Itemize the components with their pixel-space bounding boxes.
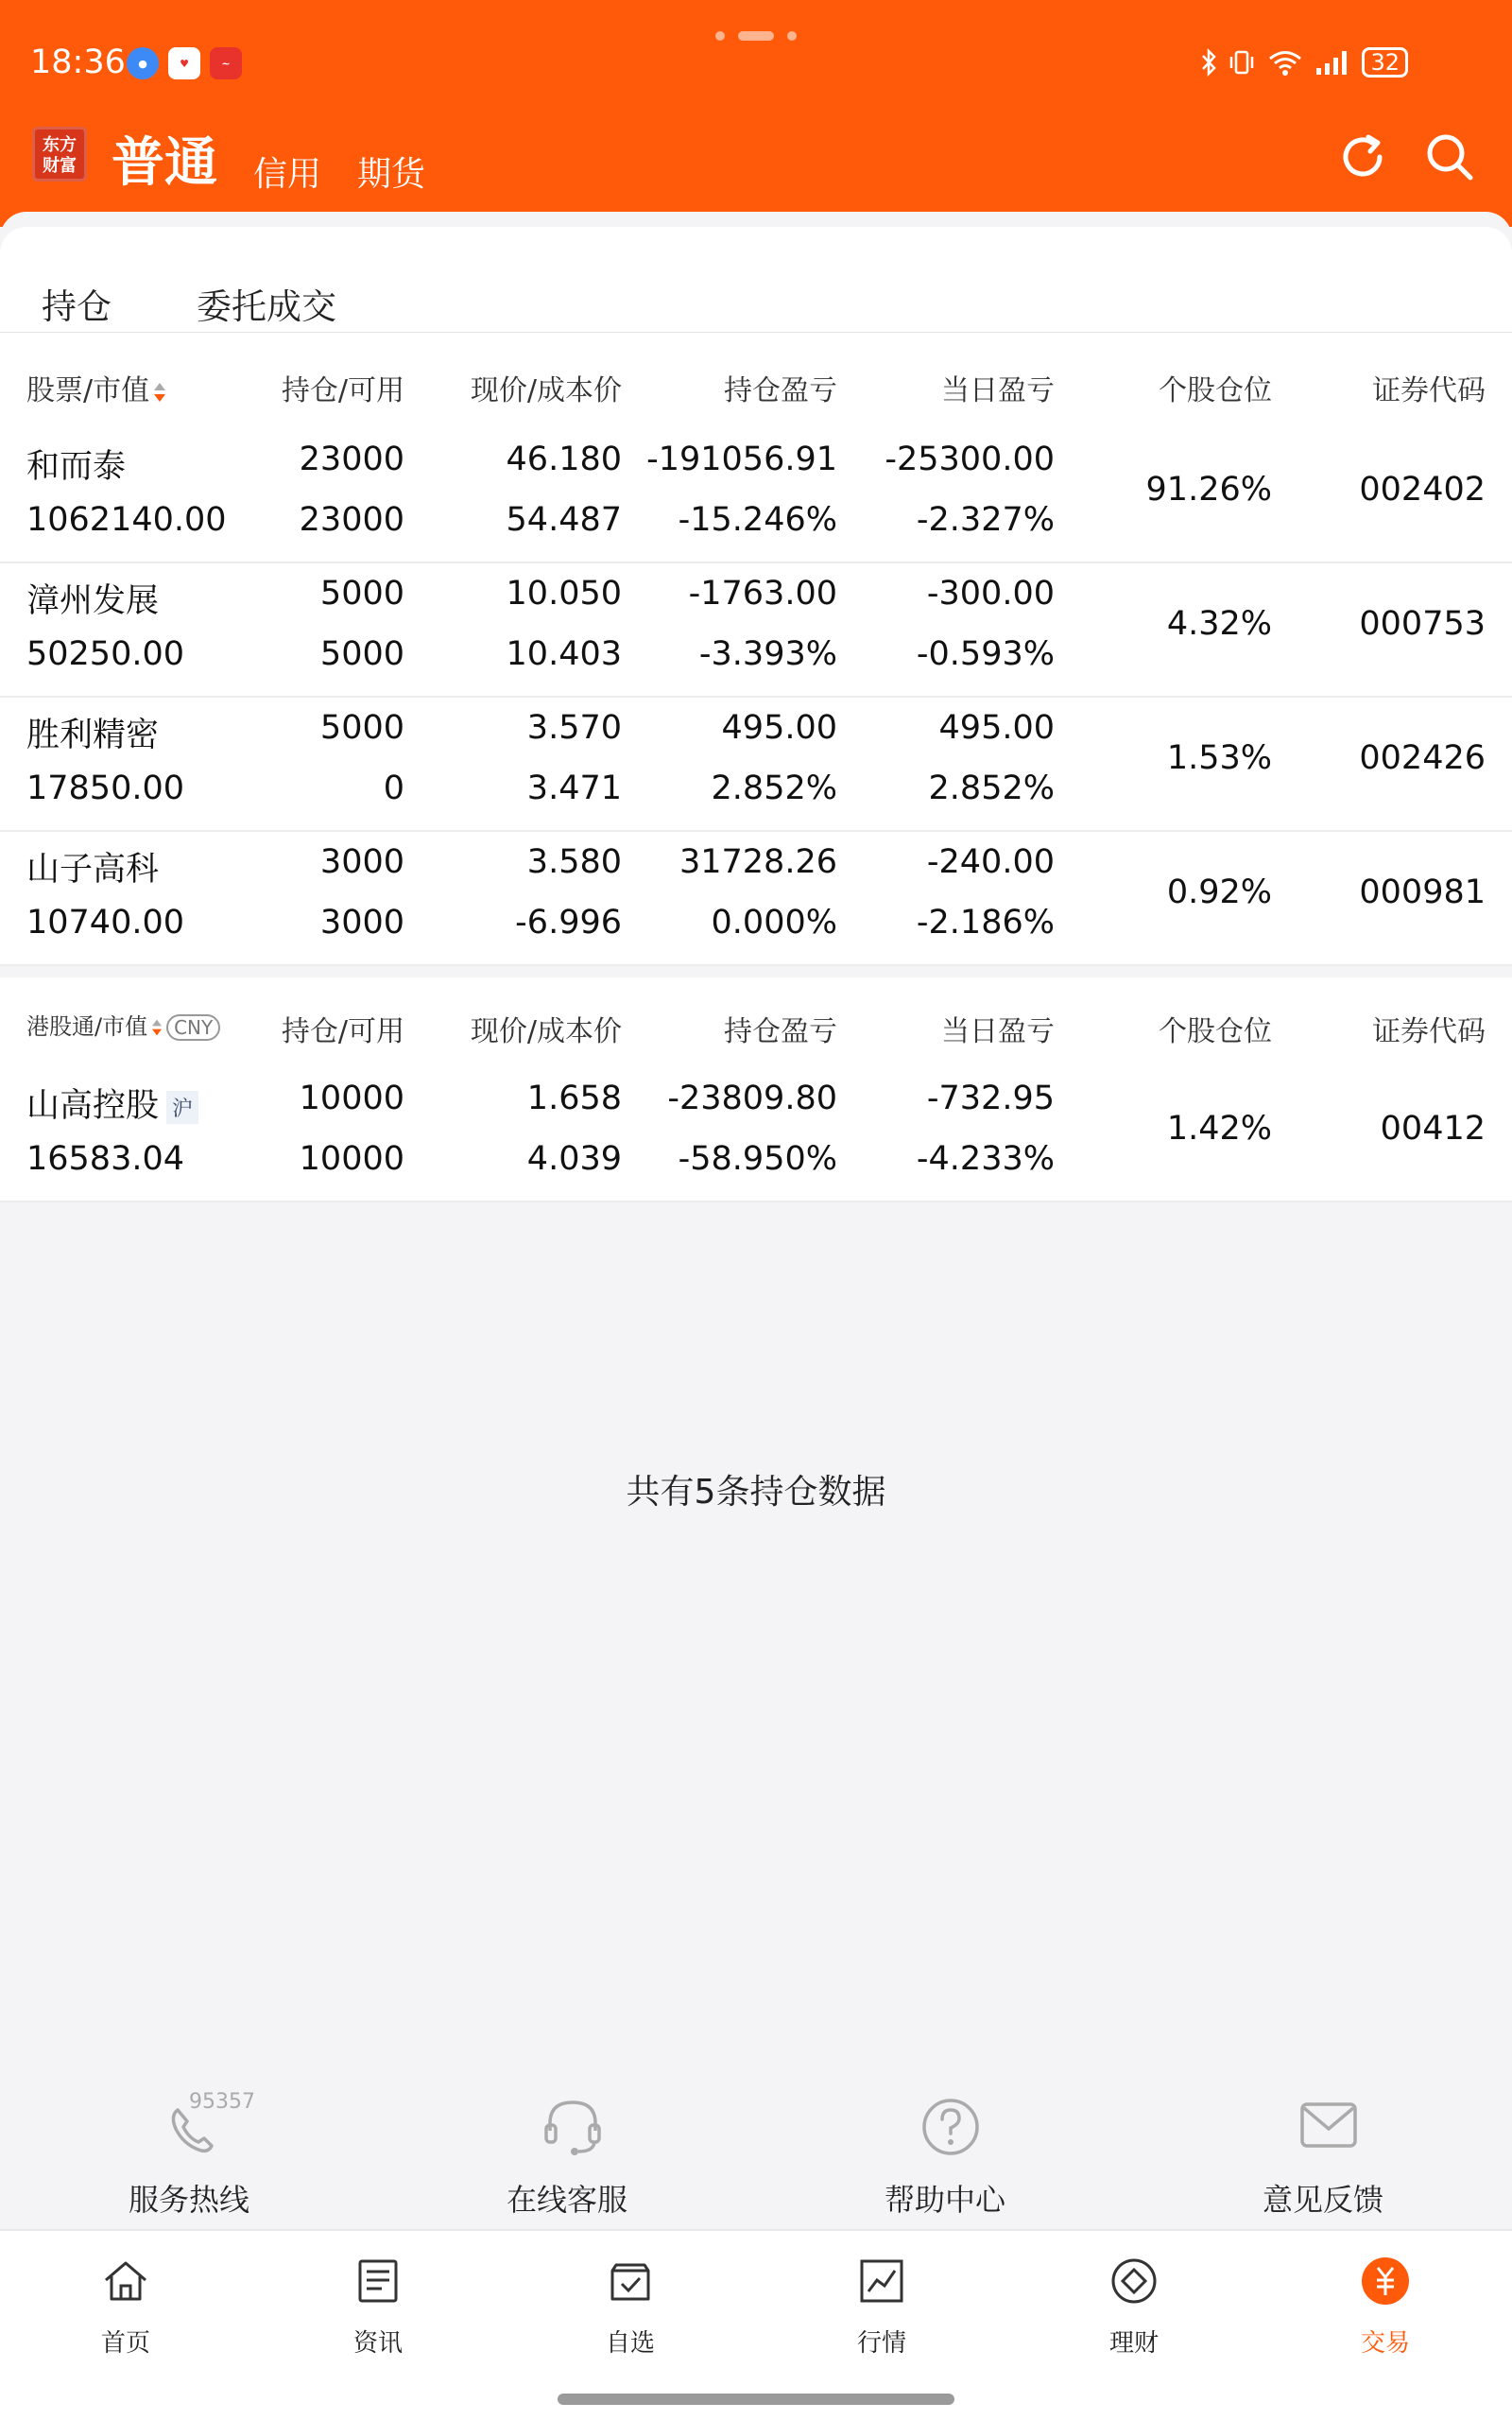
nav-label: 交易 [1360,2329,1410,2358]
col-price-cost: 现价/成本价 [470,1015,622,1048]
stock-name [26,1080,198,1127]
holding-qty: 3000 [319,843,404,881]
cost-price: 10.403 [506,635,622,673]
position-pnl: -23809.80 [667,1080,837,1117]
col-code: 证券代码 [1372,374,1486,407]
available-qty: 0 [383,769,404,807]
holding-row[interactable] [0,563,1512,698]
market-value: 16583.04 [26,1140,185,1178]
col-price-cost: 现价/成本价 [470,374,622,407]
stock-code: 00412 [1380,1110,1486,1148]
position-pnl: 495.00 [721,709,837,747]
sub-tab-bar [0,227,1512,333]
hk-connect-positions [0,977,1512,1202]
watchlist-icon [605,2256,656,2307]
current-price: 3.580 [526,843,622,881]
market-icon [856,2256,907,2307]
position-pnl: 31728.26 [679,843,837,881]
col-holding-available: 持仓/可用 [281,1015,404,1048]
stock-name: 和而泰 [26,448,127,486]
holding-row[interactable] [0,1068,1512,1202]
position-pnl-pct: -58.950% [678,1140,837,1178]
headset-icon [535,2089,610,2165]
stock-code: 002402 [1359,471,1486,509]
day-pnl: -25300.00 [885,441,1055,478]
position-pnl-pct: 0.000% [711,904,837,942]
tab-credit[interactable]: 信用 [253,155,322,194]
nav-label: 首页 [100,2329,150,2358]
tab-normal[interactable]: 普通 [112,132,217,194]
available-qty: 10000 [299,1140,404,1178]
col-holding-available: 持仓/可用 [281,374,404,407]
position-pnl-pct: 2.852% [711,769,837,807]
trade-icon [1360,2256,1411,2307]
nav-label: 资讯 [352,2329,403,2358]
market-value: 1062140.00 [26,501,227,539]
a-share-rows [0,429,1512,966]
holding-row[interactable] [0,698,1512,832]
sort-icon[interactable] [153,381,166,404]
home-icon [100,2256,151,2307]
exchange-badge: 沪 [166,1091,198,1124]
position-weight: 4.32% [1166,605,1272,643]
status-system-icons [1201,47,1408,78]
available-qty: 23000 [299,501,404,539]
holding-qty: 5000 [319,709,404,747]
nav-label: 自选 [605,2329,655,2358]
cost-price: 54.487 [506,501,622,539]
day-pnl-pct: -4.233% [916,1140,1055,1178]
stock-name: 胜利精密 [26,717,160,754]
bottom-navigation [0,2229,1512,2420]
sort-icon[interactable] [151,1018,163,1037]
cost-price: 3.471 [526,769,622,807]
mail-icon [1291,2089,1366,2165]
stock-name-text: 山高控股 [26,1087,160,1125]
wifi-icon [1267,49,1303,76]
day-pnl-pct: -0.593% [916,635,1055,673]
bluetooth-icon [1201,49,1216,76]
service-label: 意见反馈 [1262,2182,1383,2218]
stock-code: 000981 [1359,873,1486,911]
col-weight: 个股仓位 [1159,1015,1272,1048]
col-code: 证券代码 [1372,1015,1486,1048]
market-value: 10740.00 [26,904,185,942]
position-weight: 0.92% [1166,873,1272,911]
position-pnl-pct: -15.246% [678,501,837,539]
a-share-positions [0,333,1512,966]
col-label: 股票/市值 [26,374,150,407]
position-weight: 91.26% [1145,471,1272,509]
app-logo: 东方 财富 [32,127,87,182]
stock-code: 000753 [1359,605,1486,643]
col-label: 港股通/市值 [26,1013,148,1040]
tab-futures[interactable]: 期货 [357,155,426,194]
current-price: 10.050 [506,575,622,613]
position-pnl: -1763.00 [688,575,837,613]
stock-app-icon: ~ [210,47,242,79]
app-header [0,0,1512,227]
stock-name: 漳州发展 [26,582,160,620]
position-weight: 1.53% [1166,739,1272,777]
window-handle[interactable] [713,28,799,42]
currency-badge[interactable]: CNY [166,1014,220,1041]
cost-price: -6.996 [515,904,622,942]
service-label: 服务热线 [128,2182,249,2218]
available-qty: 5000 [319,635,404,673]
col-hk-market-value[interactable] [26,1008,220,1041]
holding-qty: 23000 [299,441,404,478]
app-gallery-icon: ♥ [168,47,200,79]
news-icon [352,2256,404,2307]
status-notification-icons [127,47,242,79]
service-label: 帮助中心 [884,2182,1005,2218]
col-position-pnl: 持仓盈亏 [724,374,837,407]
phone-icon [157,2089,255,2165]
col-stock-market-value[interactable] [26,367,166,408]
position-pnl: -191056.91 [646,441,837,478]
position-weight: 1.42% [1166,1110,1272,1148]
day-pnl: -732.95 [926,1080,1055,1117]
nav-label: 理财 [1108,2329,1159,2358]
stock-code: 002426 [1359,739,1486,777]
day-pnl: -300.00 [926,575,1055,613]
svg-text:95357: 95357 [189,2090,255,2114]
service-label: 在线客服 [506,2182,627,2218]
col-day-pnl: 当日盈亏 [941,1015,1055,1048]
holding-qty: 5000 [319,575,404,613]
hk-header-row [0,977,1512,1068]
a-share-header-row [0,333,1512,429]
refresh-icon[interactable] [1334,129,1391,185]
day-pnl: -240.00 [926,843,1055,881]
nav-label: 行情 [856,2329,906,2358]
status-time: 18:36 [30,43,126,81]
market-value: 17850.00 [26,769,185,807]
hk-connect-rows [0,1068,1512,1202]
market-value: 50250.00 [26,635,185,673]
tab-positions[interactable]: 持仓 [42,286,112,327]
day-pnl: 495.00 [938,709,1055,747]
wealth-icon [1108,2256,1160,2307]
message-app-icon: ● [127,47,159,79]
holding-row[interactable] [0,832,1512,966]
vibrate-icon [1228,49,1256,76]
home-indicator[interactable] [558,2394,954,2405]
holding-qty: 10000 [299,1080,404,1117]
col-day-pnl: 当日盈亏 [941,374,1055,407]
holding-row[interactable] [0,429,1512,563]
position-pnl-pct: -3.393% [698,635,837,673]
stock-name: 山子高科 [26,851,160,889]
available-qty: 3000 [319,904,404,942]
battery-indicator: 32 [1362,47,1408,78]
search-icon[interactable] [1421,129,1478,185]
cost-price: 4.039 [526,1140,622,1178]
col-position-pnl: 持仓盈亏 [724,1015,837,1048]
current-price: 1.658 [526,1080,622,1117]
current-price: 46.180 [506,441,622,478]
positions-count-summary: 共有5条持仓数据 [626,1473,886,1512]
current-price: 3.570 [526,709,622,747]
help-icon [913,2089,988,2165]
positions-card [0,212,1512,2197]
day-pnl-pct: -2.186% [916,904,1055,942]
tab-orders[interactable]: 委托成交 [197,286,336,327]
col-weight: 个股仓位 [1159,374,1272,407]
signal-icon [1314,49,1350,76]
day-pnl-pct: 2.852% [928,769,1055,807]
day-pnl-pct: -2.327% [916,501,1055,539]
